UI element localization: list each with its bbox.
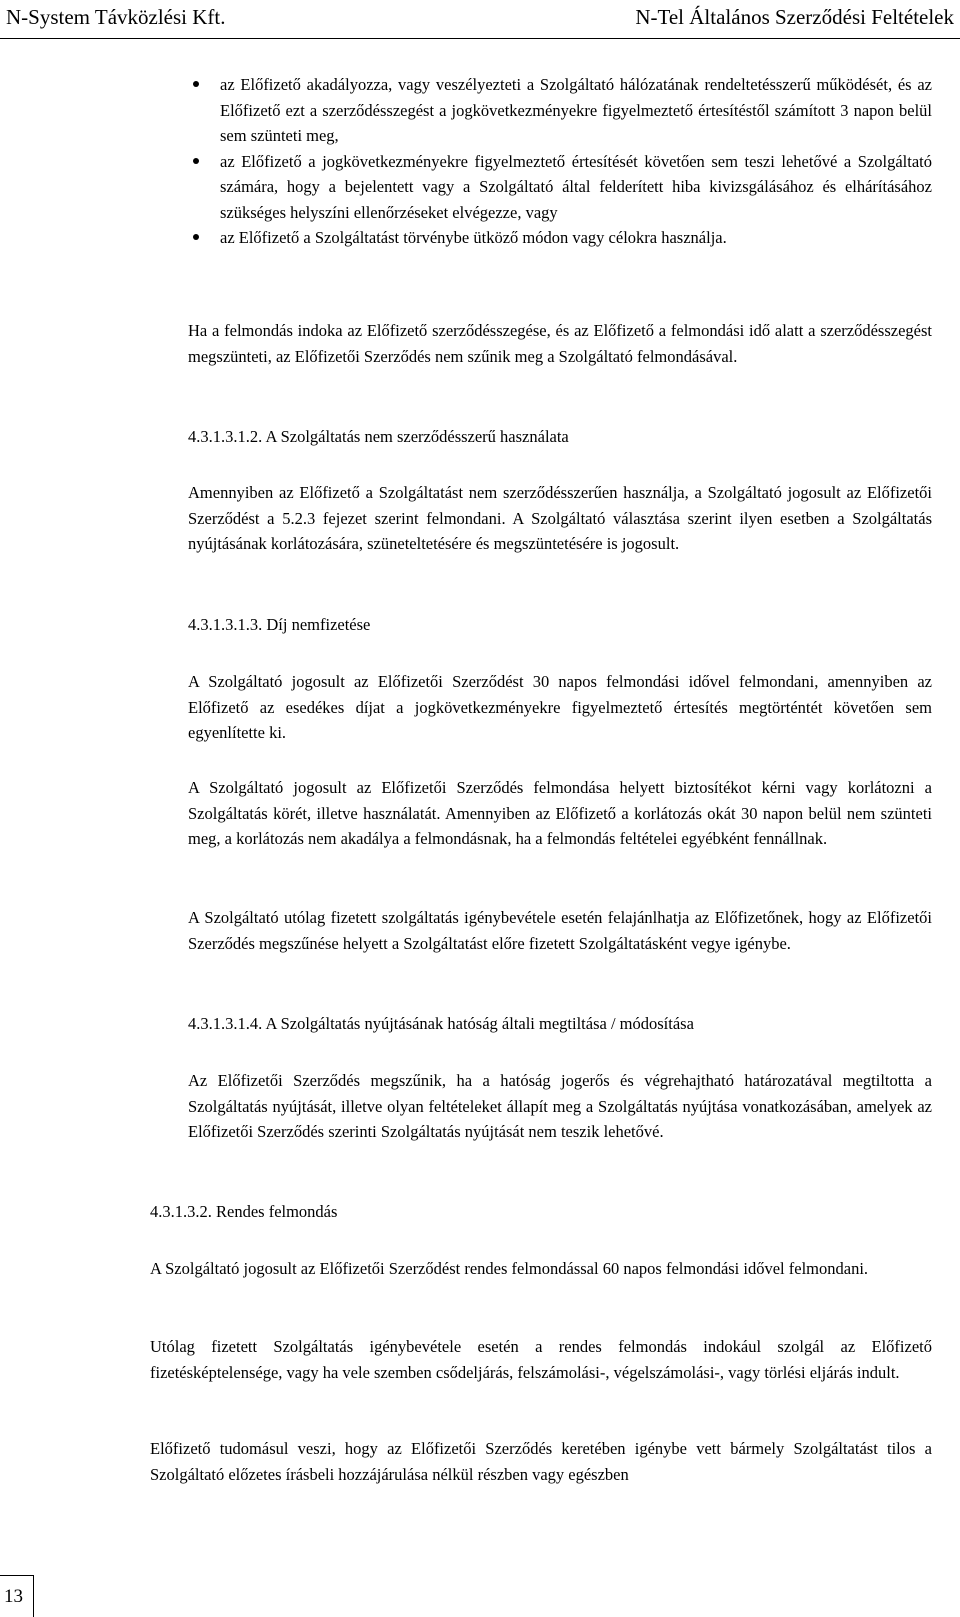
paragraph-termination-cure: Ha a felmondás indoka az Előfizető szerződésszegése, és az Előfizető a felmondási idő alatt a szerződésszegést megszünteti, az Előfizetői Szerződés nem szűnik meg a Szolgáltató felmondásával.	[188, 321, 932, 366]
header-divider	[0, 38, 960, 39]
bullet-icon	[193, 81, 199, 87]
list-item: az Előfizető a Szolgáltatást törvénybe ütköző módon vagy célokra használja.	[220, 225, 932, 251]
paragraph-misuse: Amennyiben az Előfizető a Szolgáltatást nem szerződésszerűen használja, a Szolgáltató jogosult az Előfizetői Szerződést a 5.2.3 fejezet szerint felmondani. A Szolgáltató választása szerint ilyen esetben a Szolgáltatás nyújtásának korlátozására, szüneteltetésére és megszüntetésére is jogosult.	[188, 483, 932, 553]
paragraph-authority: Az Előfizetői Szerződés megszűnik, ha a hatóság jogerős és végrehajtható határozatával megtiltotta a Szolgáltatás nyújtását, illetve olyan feltételeket állapít meg a Szolgáltatás nyújtása vonatkozásában, amelyek az Előfizetői Szerződés szerinti Szolgáltatás nyújtását nem teszik lehetővé.	[188, 1071, 932, 1141]
section-heading-misuse: 4.3.1.3.1.2. A Szolgáltatás nem szerződésszerű használata	[188, 427, 569, 446]
section-heading-authority: 4.3.1.3.1.4. A Szolgáltatás nyújtásának hatóság általi megtiltása / módosítása	[188, 1014, 694, 1033]
list-item: az Előfizető a jogkövetkezményekre figyelmeztető értesítését követően sem teszi lehetővé a Szolgáltató számára, hogy a bejelentett vagy a Szolgáltató által felderített hiba kivizsgálásához és elhárításához szükséges helyszíni ellenőrzéseket elvégezze, vagy	[220, 149, 932, 226]
termination-conditions-list	[220, 72, 932, 251]
header-document-title: N-Tel Általános Szerződési Feltételek	[635, 5, 954, 29]
paragraph-regular-1: A Szolgáltató jogosult az Előfizetői Szerződést rendes felmondással 60 napos felmondási idővel felmondani.	[150, 1259, 869, 1278]
paragraph-nonpayment-1: A Szolgáltató jogosult az Előfizetői Szerződést 30 napos felmondási idővel felmondani, amennyiben az Előfizető az esedékes díjat a jogkövetkezményekre figyelmeztető értesítés megtörténtét követően sem egyenlítette ki.	[188, 672, 932, 742]
paragraph-nonpayment-3: A Szolgáltató utólag fizetett szolgáltatás igénybevétele esetén felajánlhatja az Előfizetőnek, hogy az Előfizetői Szerződés megszűnése helyett a Szolgáltatást előre fizetett Szolgáltatásként vegye igénybe.	[188, 908, 932, 953]
page-number: 13	[0, 1575, 34, 1617]
bullet-icon	[193, 158, 199, 164]
list-item: az Előfizető akadályozza, vagy veszélyezteti a Szolgáltató hálózatának rendeltetésszerű működését, és az Előfizető ezt a szerződésszegést a jogkövetkezményekre figyelmeztető értesítéstől számított 3 napon belül sem szünteti meg,	[220, 72, 932, 149]
header-company: N-System Távközlési Kft.	[6, 5, 226, 29]
section-heading-nonpayment: 4.3.1.3.1.3. Díj nemfizetése	[188, 615, 371, 634]
section-heading-regular-termination: 4.3.1.3.2. Rendes felmondás	[150, 1202, 338, 1221]
paragraph-nonpayment-2: A Szolgáltató jogosult az Előfizetői Szerződés felmondása helyett biztosítékot kérni vagy korlátozni a Szolgáltatás körét, illetve használatát. Amennyiben az Előfizető a korlátozás okát 30 napon belül nem szünteti meg, a korlátozás nem akadálya a felmondásnak, ha a felmondás feltételei egyébként fennállnak.	[188, 778, 932, 848]
bullet-icon	[193, 234, 199, 240]
paragraph-regular-3: Előfizető tudomásul veszi, hogy az Előfizetői Szerződés keretében igénybe vett bármely Szolgáltatást tilos a Szolgáltató előzetes írásbeli hozzájárulása nélkül részben vagy egészben	[150, 1439, 932, 1484]
paragraph-regular-2: Utólag fizetett Szolgáltatás igénybevétele esetén a rendes felmondás indokául szolgál az Előfizető fizetésképtelensége, vagy ha vele szemben csődeljárás, felszámolási-, végelszámolási-, vagy törlési eljárás indult.	[150, 1337, 932, 1382]
